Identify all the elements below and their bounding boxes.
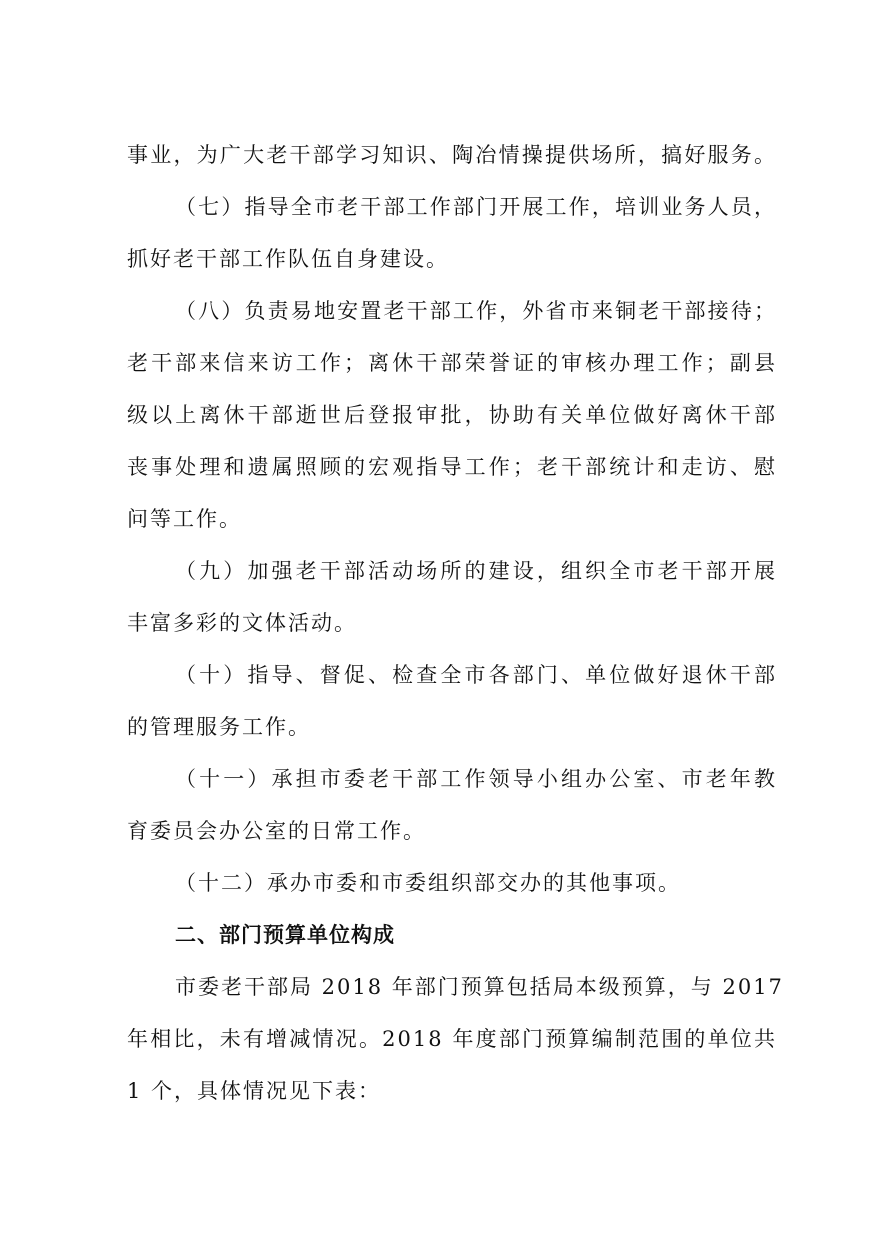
paragraph-line: 市委老干部局 2018 年部门预算包括局本级预算，与 2017 [175,975,784,999]
paragraph-line: （十）指导、督促、检查全市各部门、单位做好退休干部 [175,663,777,687]
paragraph-line: 丧事处理和遗属照顾的宏观指导工作；老干部统计和走访、慰 [127,455,777,479]
paragraph-line: （十二）承办市委和市委组织部交办的其他事项。 [175,871,681,895]
paragraph-line: （九）加强老干部活动场所的建设，组织全市老干部开展 [175,559,777,583]
paragraph-line: 年相比，未有增减情况。2018 年度部门预算编制范围的单位共 [127,1027,777,1051]
paragraph-line: 级以上离休干部逝世后登报审批，协助有关单位做好离休干部 [127,403,777,427]
paragraph-line: 育委员会办公室的日常工作。 [127,819,426,843]
paragraph-line: 事业，为广大老干部学习知识、陶冶情操提供场所，搞好服务。 [127,143,777,167]
paragraph-line: 1 个，具体情况见下表： [127,1079,382,1103]
paragraph-line: （十一）承担市委老干部工作领导小组办公室、市老年教 [175,767,777,791]
section-heading: 二、部门预算单位构成 [175,923,395,947]
paragraph-line: （八）负责易地安置老干部工作，外省市来铜老干部接待； [175,299,777,323]
paragraph-line: 老干部来信来访工作；离休干部荣誉证的审核办理工作；副县 [127,351,777,375]
paragraph-line: 丰富多彩的文体活动。 [127,611,357,635]
paragraph-line: 问等工作。 [127,507,242,531]
paragraph-line: 的管理服务工作。 [127,715,311,739]
paragraph-line: （七）指导全市老干部工作部门开展工作，培训业务人员， [175,195,777,219]
paragraph-line: 抓好老干部工作队伍自身建设。 [127,247,449,271]
